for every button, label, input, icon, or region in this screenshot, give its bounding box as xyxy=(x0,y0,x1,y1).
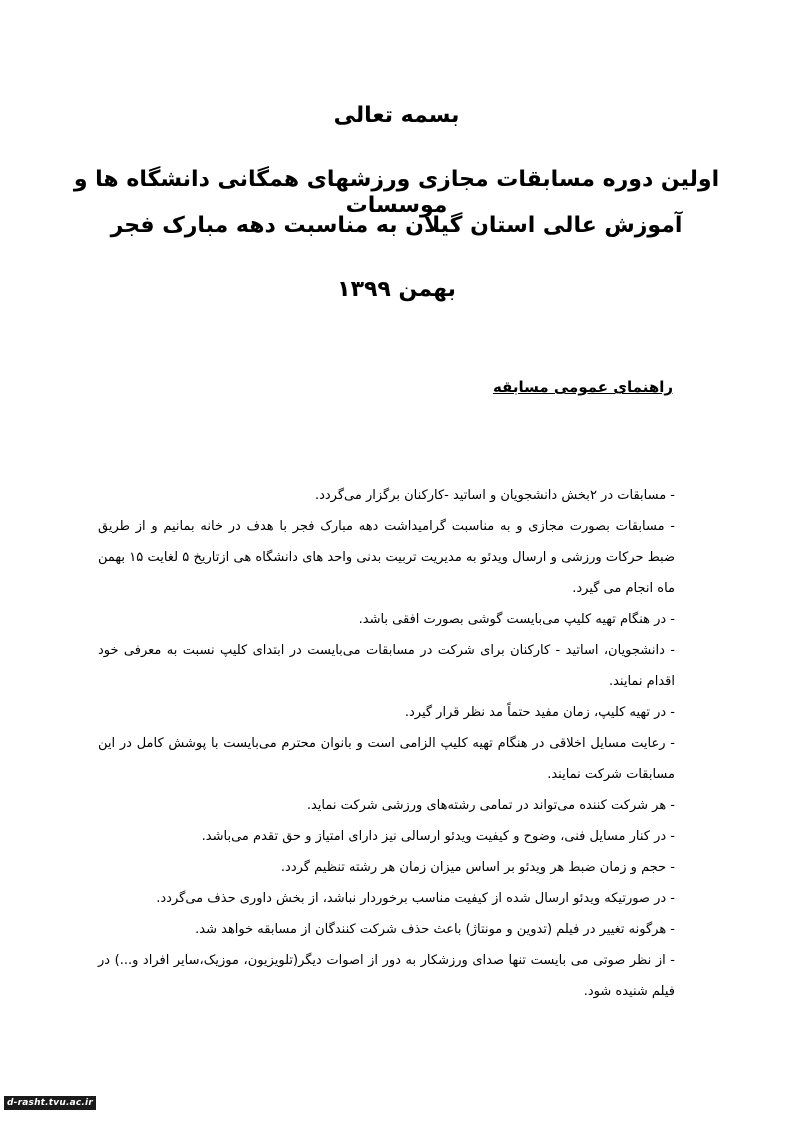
rule-item: - در تهیه کلیپ، زمان مفید حتماً مد نظر قرار گیرد. xyxy=(404,705,675,720)
rule-item: - حجم و زمان ضبط هر ویدئو بر اساس میزان زمان هر رشته تنظیم گردد. xyxy=(280,860,675,875)
title-line-2: آموزش عالی استان گیلان به مناسبت دهه مبارک فجر xyxy=(110,213,683,238)
rule-item: - هرگونه تغییر در فیلم (تدوین و مونتاژ) باعث حذف شرکت کنندگان از مسابقه خواهد شد. xyxy=(195,922,675,937)
rule-item: - در کنار مسایل فنی، وضوح و کیفیت ویدئو ارسالی نیز دارای امتیاز و حق تقدم می‌باشد. xyxy=(201,829,675,844)
rule-item: - در صورتیکه ویدئو ارسال شده از کیفیت مناسب برخوردار نباشد، از بخش داوری حذف می‌گردد. xyxy=(156,891,675,906)
rule-item: - در هنگام تهیه کلیپ می‌بایست گوشی بصورت افقی باشد. xyxy=(358,612,675,627)
site-watermark-badge: d-rasht.tvu.ac.ir xyxy=(4,1096,96,1110)
title-line-1: اولین دوره مسابقات مجازی ورزشهای همگانی دانشگاه ها و موسسات xyxy=(73,167,720,219)
document-date: بهمن ۱۳۹۹ xyxy=(337,277,456,302)
basmala-heading: بسمه تعالی xyxy=(333,103,460,128)
rule-item: - از نظر صوتی می بایست تنها صدای ورزشکار به دور از اصوات دیگر(تلویزیون، موزیک،سایر افراد و...) در فیلم شنیده شود. xyxy=(98,953,675,999)
rules-list xyxy=(98,480,675,1007)
rule-item: - رعایت مسایل اخلاقی در هنگام تهیه کلیپ الزامی است و بانوان محترم می‌بایست با پوشش کامل در این مسابقات شرکت نمایند. xyxy=(98,736,675,782)
rule-item: - مسابقات در ۲بخش دانشجویان و اساتید -کارکنان برگزار می‌گردد. xyxy=(314,488,675,503)
rule-item: - دانشجویان، اساتید - کارکنان برای شرکت در مسابقات می‌بایست در ابتدای کلیپ نسبت به معرفی خود اقدام نمایند. xyxy=(98,643,675,689)
rule-item: - هر شرکت کننده می‌تواند در تمامی رشته‌های ورزشی شرکت نماید. xyxy=(306,798,675,813)
rule-item: - مسابقات بصورت مجازی و به مناسبت گرامیداشت دهه مبارک فجر با هدف در خانه بمانیم و از طریق ضبط حرکات ورزشی و ارسال ویدئو به مدیریت تربیت بدنی واحد های دانشگاه هی ازتاریخ ۵ لغایت ۱۵ بهمن ماه انجام می گیرد. xyxy=(98,519,676,596)
section-heading: راهنمای عمومی مسابقه xyxy=(492,378,673,396)
